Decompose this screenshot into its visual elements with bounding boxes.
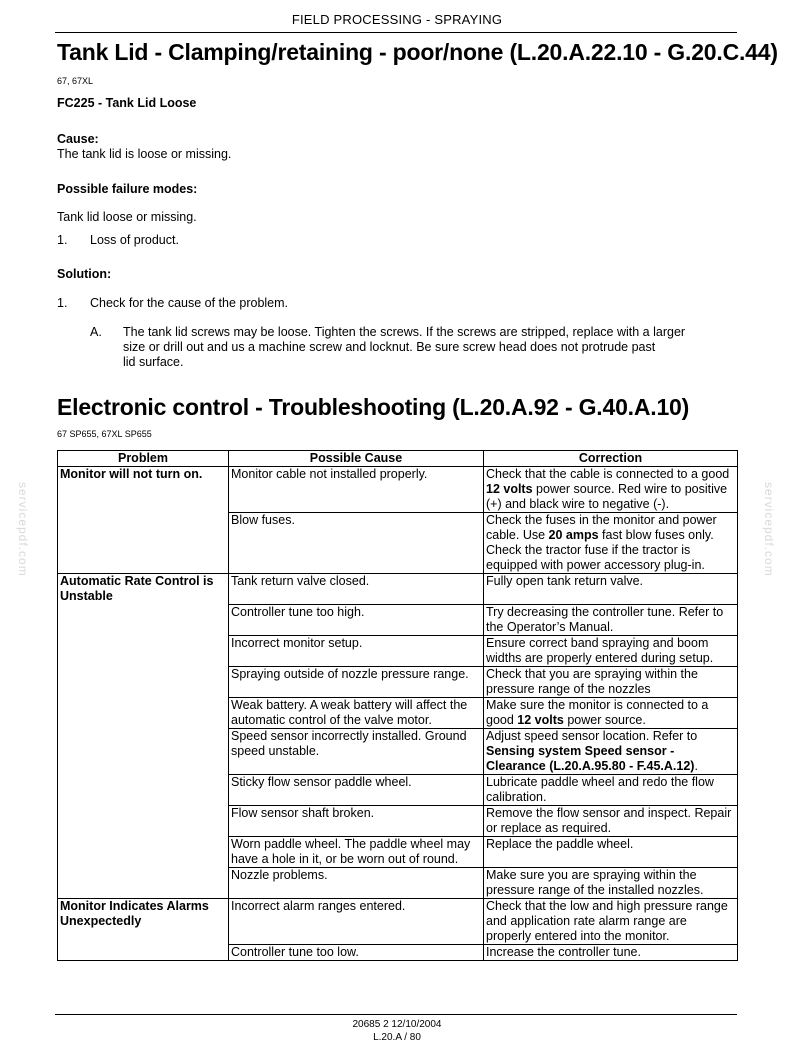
cause-cell: Incorrect alarm ranges entered.: [229, 898, 484, 944]
correction-cell: Make sure the monitor is connected to a good 12 volts power source.: [484, 697, 738, 728]
section-title-electronic-control: Electronic control - Troubleshooting (L.20.A.92 - G.40.A.10): [57, 394, 690, 420]
correction-cell: Adjust speed sensor location. Refer to Sensing system Speed sensor - Clearance (L.20.A.95.80 - F.45.A.12).: [484, 728, 738, 774]
substep-line: The tank lid screws may be loose. Tighten the screws. If the screws are stripped, replace with a larger: [123, 325, 686, 339]
footer-rule: [55, 1014, 737, 1015]
table-row: [58, 635, 738, 666]
model-applicability: 67, 67XL: [57, 76, 94, 86]
problem-cell-empty: [58, 805, 229, 836]
failure-modes-heading: Possible failure modes:: [57, 182, 198, 196]
problem-cell-empty: [58, 774, 229, 805]
watermark-right: servicepdf.com: [762, 482, 776, 577]
correction-cell: Check that the cable is connected to a good 12 volts power source. Red wire to positive (+) and black wire to negative (-).: [484, 467, 738, 513]
cause-cell: Monitor cable not installed properly.: [229, 467, 484, 513]
table-row: [58, 805, 738, 836]
problem-cell-empty: [58, 666, 229, 697]
correction-cell: Check that the low and high pressure range and application rate alarm range are properly entered into the monitor.: [484, 898, 738, 944]
table-row: [58, 666, 738, 697]
table-header-row: [58, 451, 738, 467]
page-header: FIELD PROCESSING - SPRAYING: [291, 12, 503, 27]
problem-cell: Monitor will not turn on.: [58, 467, 229, 513]
footer-doc-id: 20685 2 12/10/2004: [352, 1019, 442, 1030]
table-row: [58, 467, 738, 513]
solution-step-text: Check for the cause of the problem.: [90, 296, 289, 310]
problem-cell-empty: [58, 944, 229, 960]
failure-item-text: Loss of product.: [90, 233, 179, 247]
problem-cell-empty: [58, 635, 229, 666]
fault-code-heading: FC225 - Tank Lid Loose: [57, 96, 197, 110]
table-row: [58, 697, 738, 728]
substep-line: size or drill out and us a machine screw and locknut. Be sure screw head does not protrude past: [123, 340, 656, 354]
failure-mode-text: Tank lid loose or missing.: [57, 210, 197, 224]
problem-cell-empty: [58, 728, 229, 774]
correction-cell: Remove the flow sensor and inspect. Repair or replace as required.: [484, 805, 738, 836]
cause-cell: Weak battery. A weak battery will affect the automatic control of the valve motor.: [229, 697, 484, 728]
problem-cell-empty: [58, 604, 229, 635]
problem-cell-empty: [58, 697, 229, 728]
header-rule: [55, 32, 737, 33]
problem-cell-empty: [58, 836, 229, 867]
correction-cell: Fully open tank return valve.: [484, 574, 738, 605]
cause-heading: Cause:: [57, 132, 99, 146]
cause-cell: Tank return valve closed.: [229, 574, 484, 605]
correction-cell: Try decreasing the controller tune. Refer to the Operator’s Manual.: [484, 604, 738, 635]
correction-cell: Ensure correct band spraying and boom widths are properly entered during setup.: [484, 635, 738, 666]
cause-text: The tank lid is loose or missing.: [57, 147, 232, 161]
failure-item-number: 1.: [57, 233, 68, 247]
table-row: [58, 774, 738, 805]
cause-cell: Incorrect monitor setup.: [229, 635, 484, 666]
cause-cell: Sticky flow sensor paddle wheel.: [229, 774, 484, 805]
correction-cell: Replace the paddle wheel.: [484, 836, 738, 867]
table-row: [58, 728, 738, 774]
table-row: [58, 513, 738, 574]
substep-line: lid surface.: [123, 355, 184, 369]
cause-cell: Speed sensor incorrectly installed. Ground speed unstable.: [229, 728, 484, 774]
cause-cell: Nozzle problems.: [229, 867, 484, 898]
correction-cell: Lubricate paddle wheel and redo the flow calibration.: [484, 774, 738, 805]
table-row: [58, 574, 738, 605]
problem-cell-empty: [58, 867, 229, 898]
cause-cell: Worn paddle wheel. The paddle wheel may have a hole in it, or be worn out of round.: [229, 836, 484, 867]
model-applicability-sp655: 67 SP655, 67XL SP655: [57, 429, 152, 439]
watermark-left: servicepdf.com: [16, 482, 30, 577]
cause-cell: Controller tune too high.: [229, 604, 484, 635]
problem-cell: Monitor Indicates Alarms Unexpectedly: [58, 898, 229, 944]
troubleshooting-table: [57, 450, 738, 961]
solution-substep-text: [123, 325, 737, 370]
correction-cell: Check the fuses in the monitor and power cable. Use 20 amps fast blow fuses only. Check the tractor fuse if the tractor is equipped with power accessory plug-in.: [484, 513, 738, 574]
table-row: [58, 898, 738, 944]
column-header-correction: Correction: [484, 451, 738, 467]
solution-substep-letter: A.: [90, 325, 102, 339]
problem-cell-empty: [58, 513, 229, 574]
solution-heading: Solution:: [57, 267, 112, 281]
correction-cell: Check that you are spraying within the pressure range of the nozzles: [484, 666, 738, 697]
cause-cell: Flow sensor shaft broken.: [229, 805, 484, 836]
correction-cell: Make sure you are spraying within the pressure range of the installed nozzles.: [484, 867, 738, 898]
cause-cell: Controller tune too low.: [229, 944, 484, 960]
table-row: [58, 836, 738, 867]
column-header-problem: Problem: [58, 451, 229, 467]
cause-cell: Blow fuses.: [229, 513, 484, 574]
table-row: [58, 867, 738, 898]
table-row: [58, 944, 738, 960]
cause-cell: Spraying outside of nozzle pressure range.: [229, 666, 484, 697]
footer-page-ref: L.20.A / 80: [373, 1032, 421, 1043]
correction-cell: Increase the controller tune.: [484, 944, 738, 960]
problem-cell: Automatic Rate Control is Unstable: [58, 574, 229, 605]
column-header-cause: Possible Cause: [229, 451, 484, 467]
table-row: [58, 604, 738, 635]
solution-step-number: 1.: [57, 296, 68, 310]
section-title-tank-lid: Tank Lid - Clamping/retaining - poor/none (L.20.A.22.10 - G.20.C.44): [57, 39, 778, 65]
